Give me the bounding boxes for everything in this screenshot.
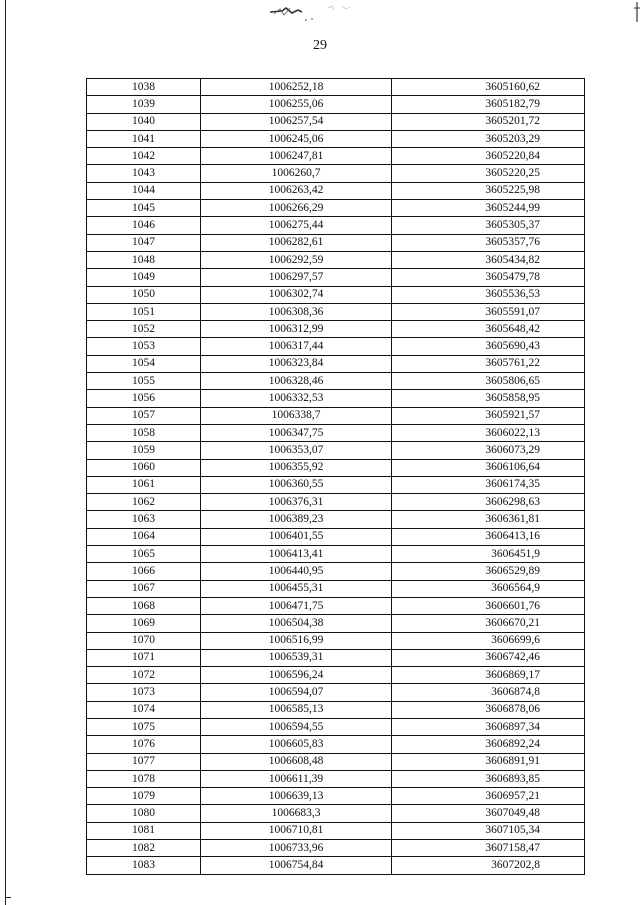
y-coordinate-value: 3606957,21 (485, 789, 540, 802)
table-row (87, 528, 585, 545)
y-coordinate-cell (392, 770, 585, 787)
y-coordinate-cell (392, 632, 585, 649)
coordinates-table (86, 78, 585, 875)
x-coordinate-cell: 1006611,39 (201, 770, 392, 787)
table-row (87, 632, 585, 649)
y-coordinate-value: 3606361,81 (485, 513, 540, 526)
x-coordinate-cell: 1006471,75 (201, 597, 392, 614)
y-coordinate-value: 3606413,16 (485, 530, 540, 543)
point-number-cell: 1058 (87, 424, 201, 441)
table-row (87, 684, 585, 701)
point-number-cell: 1043 (87, 165, 201, 182)
point-number-cell: 1071 (87, 649, 201, 666)
y-coordinate-value: 3605244,99 (485, 201, 540, 214)
y-coordinate-value: 3607202,8 (491, 859, 540, 871)
x-coordinate-cell: 1006292,59 (201, 251, 392, 268)
coordinates-table-body (87, 79, 585, 875)
table-row (87, 511, 585, 528)
x-coordinate-cell: 1006594,07 (201, 684, 392, 701)
y-coordinate-value: 3606174,35 (485, 478, 540, 491)
point-number-cell: 1072 (87, 667, 201, 684)
table-row (87, 459, 585, 476)
point-number-cell: 1070 (87, 632, 201, 649)
x-coordinate-cell: 1006516,99 (201, 632, 392, 649)
point-number-cell: 1061 (87, 476, 201, 493)
y-coordinate-cell (392, 338, 585, 355)
point-number-cell: 1042 (87, 148, 201, 165)
table-row (87, 113, 585, 130)
point-number-cell: 1059 (87, 442, 201, 459)
scan-edge-left (5, 0, 6, 905)
table-row (87, 96, 585, 113)
y-coordinate-value: 3605690,43 (485, 340, 540, 353)
point-number-cell: 1081 (87, 822, 201, 839)
x-coordinate-cell: 1006710,81 (201, 822, 392, 839)
y-coordinate-cell (392, 511, 585, 528)
x-coordinate-cell: 1006255,06 (201, 96, 392, 113)
x-coordinate-cell: 1006297,57 (201, 269, 392, 286)
y-coordinate-cell (392, 476, 585, 493)
y-coordinate-cell (392, 321, 585, 338)
y-coordinate-cell (392, 840, 585, 857)
y-coordinate-cell (392, 182, 585, 199)
table-row (87, 442, 585, 459)
table-row (87, 857, 585, 874)
point-number-cell: 1068 (87, 597, 201, 614)
x-coordinate-cell: 1006594,55 (201, 718, 392, 735)
y-coordinate-cell (392, 718, 585, 735)
y-coordinate-value: 3606891,91 (485, 755, 540, 768)
table-row (87, 494, 585, 511)
table-row (87, 667, 585, 684)
x-coordinate-cell: 1006355,92 (201, 459, 392, 476)
point-number-cell: 1047 (87, 234, 201, 251)
y-coordinate-value: 3607105,34 (485, 824, 540, 837)
y-coordinate-value: 3606869,17 (485, 668, 540, 681)
x-coordinate-cell: 1006347,75 (201, 424, 392, 441)
point-number-cell: 1077 (87, 753, 201, 770)
y-coordinate-value: 3605858,95 (485, 391, 540, 404)
point-number-cell: 1045 (87, 200, 201, 217)
y-coordinate-cell (392, 286, 585, 303)
y-coordinate-value: 3606742,46 (485, 651, 540, 664)
x-coordinate-cell: 1006608,48 (201, 753, 392, 770)
y-coordinate-value: 3605305,37 (485, 219, 540, 232)
scan-edge-bottom (5, 897, 11, 898)
table-row (87, 597, 585, 614)
x-coordinate-cell: 1006247,81 (201, 148, 392, 165)
y-coordinate-value: 3605434,82 (485, 253, 540, 266)
table-row (87, 321, 585, 338)
table-row (87, 234, 585, 251)
y-coordinate-value: 3605203,29 (485, 132, 540, 145)
point-number-cell: 1083 (87, 857, 201, 874)
y-coordinate-cell (392, 597, 585, 614)
table-row (87, 546, 585, 563)
y-coordinate-value: 3606298,63 (485, 495, 540, 508)
point-number-cell: 1063 (87, 511, 201, 528)
x-coordinate-cell: 1006266,29 (201, 200, 392, 217)
table-row (87, 373, 585, 390)
x-coordinate-cell: 1006260,7 (201, 165, 392, 182)
y-coordinate-cell (392, 79, 585, 96)
point-number-cell: 1038 (87, 79, 201, 96)
table-row (87, 805, 585, 822)
x-coordinate-cell: 1006605,83 (201, 736, 392, 753)
x-coordinate-cell: 1006252,18 (201, 79, 392, 96)
table-row (87, 182, 585, 199)
page-number: 29 (313, 38, 327, 53)
table-row (87, 217, 585, 234)
table-row (87, 649, 585, 666)
table-row (87, 788, 585, 805)
table-row (87, 390, 585, 407)
table-row (87, 148, 585, 165)
y-coordinate-value: 3605591,07 (485, 305, 540, 318)
y-coordinate-value: 3605160,62 (485, 80, 540, 93)
y-coordinate-cell (392, 424, 585, 441)
point-number-cell: 1069 (87, 615, 201, 632)
y-coordinate-cell (392, 96, 585, 113)
y-coordinate-cell (392, 563, 585, 580)
y-coordinate-cell (392, 373, 585, 390)
y-coordinate-value: 3605806,65 (485, 374, 540, 387)
y-coordinate-value: 3606878,06 (485, 703, 540, 716)
x-coordinate-cell: 1006312,99 (201, 321, 392, 338)
table-row (87, 615, 585, 632)
y-coordinate-cell (392, 857, 585, 874)
point-number-cell: 1056 (87, 390, 201, 407)
x-coordinate-cell: 1006353,07 (201, 442, 392, 459)
y-coordinate-value: 3606670,21 (485, 616, 540, 629)
y-coordinate-value: 3605225,98 (485, 184, 540, 197)
table-row (87, 770, 585, 787)
y-coordinate-value: 3606897,34 (485, 720, 540, 733)
y-coordinate-value: 3606106,64 (485, 461, 540, 474)
point-number-cell: 1079 (87, 788, 201, 805)
y-coordinate-cell (392, 234, 585, 251)
table-row (87, 407, 585, 424)
y-coordinate-value: 3607049,48 (485, 807, 540, 820)
y-coordinate-value: 3605357,76 (485, 236, 540, 249)
y-coordinate-value: 3606073,29 (485, 443, 540, 456)
point-number-cell: 1074 (87, 701, 201, 718)
y-coordinate-cell (392, 130, 585, 147)
x-coordinate-cell: 1006401,55 (201, 528, 392, 545)
point-number-cell: 1064 (87, 528, 201, 545)
point-number-cell: 1051 (87, 303, 201, 320)
point-number-cell: 1041 (87, 130, 201, 147)
y-coordinate-value: 3605220,84 (485, 149, 540, 162)
y-coordinate-cell (392, 736, 585, 753)
table-row (87, 200, 585, 217)
y-coordinate-cell (392, 753, 585, 770)
x-coordinate-cell: 1006302,74 (201, 286, 392, 303)
point-number-cell: 1054 (87, 355, 201, 372)
table-row (87, 563, 585, 580)
edge-mark (634, 0, 640, 26)
y-coordinate-cell (392, 684, 585, 701)
stamp-smudge (268, 2, 358, 22)
y-coordinate-cell (392, 528, 585, 545)
y-coordinate-cell (392, 303, 585, 320)
y-coordinate-cell (392, 580, 585, 597)
y-coordinate-cell (392, 546, 585, 563)
y-coordinate-cell (392, 788, 585, 805)
point-number-cell: 1044 (87, 182, 201, 199)
point-number-cell: 1080 (87, 805, 201, 822)
y-coordinate-value: 3606022,13 (485, 426, 540, 439)
point-number-cell: 1073 (87, 684, 201, 701)
y-coordinate-value: 3606451,9 (491, 547, 540, 560)
x-coordinate-cell: 1006389,23 (201, 511, 392, 528)
point-number-cell: 1066 (87, 563, 201, 580)
y-coordinate-value: 3605648,42 (485, 322, 540, 335)
y-coordinate-value: 3607158,47 (485, 841, 540, 854)
point-number-cell: 1060 (87, 459, 201, 476)
table-row (87, 822, 585, 839)
point-number-cell: 1050 (87, 286, 201, 303)
table-row (87, 840, 585, 857)
table-row (87, 286, 585, 303)
y-coordinate-cell (392, 442, 585, 459)
point-number-cell: 1046 (87, 217, 201, 234)
y-coordinate-cell (392, 701, 585, 718)
point-number-cell: 1055 (87, 373, 201, 390)
table-row (87, 355, 585, 372)
x-coordinate-cell: 1006539,31 (201, 649, 392, 666)
x-coordinate-cell: 1006317,44 (201, 338, 392, 355)
y-coordinate-cell (392, 355, 585, 372)
table-row (87, 165, 585, 182)
y-coordinate-value: 3606601,76 (485, 599, 540, 612)
x-coordinate-cell: 1006733,96 (201, 840, 392, 857)
x-coordinate-cell: 1006754,84 (201, 857, 392, 874)
y-coordinate-cell (392, 459, 585, 476)
x-coordinate-cell: 1006639,13 (201, 788, 392, 805)
point-number-cell: 1062 (87, 494, 201, 511)
y-coordinate-cell (392, 390, 585, 407)
y-coordinate-cell (392, 805, 585, 822)
table-row (87, 251, 585, 268)
y-coordinate-cell (392, 822, 585, 839)
y-coordinate-cell (392, 200, 585, 217)
point-number-cell: 1076 (87, 736, 201, 753)
point-number-cell: 1040 (87, 113, 201, 130)
table-row (87, 269, 585, 286)
y-coordinate-value: 3606893,85 (485, 772, 540, 785)
point-number-cell: 1065 (87, 546, 201, 563)
table-row (87, 580, 585, 597)
y-coordinate-cell (392, 615, 585, 632)
point-number-cell: 1039 (87, 96, 201, 113)
y-coordinate-cell (392, 251, 585, 268)
y-coordinate-value: 3605921,57 (485, 409, 540, 422)
x-coordinate-cell: 1006455,31 (201, 580, 392, 597)
table-row (87, 79, 585, 96)
x-coordinate-cell: 1006413,41 (201, 546, 392, 563)
y-coordinate-value: 3606529,89 (485, 564, 540, 577)
x-coordinate-cell: 1006376,31 (201, 494, 392, 511)
point-number-cell: 1078 (87, 770, 201, 787)
y-coordinate-cell (392, 407, 585, 424)
x-coordinate-cell: 1006323,84 (201, 355, 392, 372)
x-coordinate-cell: 1006332,53 (201, 390, 392, 407)
y-coordinate-value: 3605182,79 (485, 97, 540, 110)
y-coordinate-value: 3606892,24 (485, 737, 540, 750)
table-row (87, 303, 585, 320)
y-coordinate-value: 3605536,53 (485, 288, 540, 301)
x-coordinate-cell: 1006440,95 (201, 563, 392, 580)
table-row (87, 130, 585, 147)
point-number-cell: 1057 (87, 407, 201, 424)
x-coordinate-cell: 1006245,06 (201, 130, 392, 147)
x-coordinate-cell: 1006328,46 (201, 373, 392, 390)
point-number-cell: 1067 (87, 580, 201, 597)
table-row (87, 424, 585, 441)
point-number-cell: 1048 (87, 251, 201, 268)
x-coordinate-cell: 1006275,44 (201, 217, 392, 234)
x-coordinate-cell: 1006596,24 (201, 667, 392, 684)
x-coordinate-cell: 1006504,38 (201, 615, 392, 632)
x-coordinate-cell: 1006683,3 (201, 805, 392, 822)
y-coordinate-cell (392, 113, 585, 130)
x-coordinate-cell: 1006257,54 (201, 113, 392, 130)
y-coordinate-cell (392, 649, 585, 666)
x-coordinate-cell: 1006308,36 (201, 303, 392, 320)
table-row (87, 736, 585, 753)
x-coordinate-cell: 1006585,13 (201, 701, 392, 718)
x-coordinate-cell: 1006282,61 (201, 234, 392, 251)
point-number-cell: 1053 (87, 338, 201, 355)
point-number-cell: 1052 (87, 321, 201, 338)
point-number-cell: 1075 (87, 718, 201, 735)
y-coordinate-value: 3605761,22 (485, 357, 540, 370)
y-coordinate-cell (392, 269, 585, 286)
y-coordinate-cell (392, 148, 585, 165)
y-coordinate-value: 3606874,8 (491, 686, 540, 699)
x-coordinate-cell: 1006338,7 (201, 407, 392, 424)
y-coordinate-cell (392, 217, 585, 234)
y-coordinate-value: 3606699,6 (491, 634, 540, 647)
table-row (87, 701, 585, 718)
y-coordinate-value: 3606564,9 (491, 582, 540, 595)
table-row (87, 753, 585, 770)
y-coordinate-value: 3605201,72 (485, 115, 540, 128)
point-number-cell: 1082 (87, 840, 201, 857)
y-coordinate-cell (392, 165, 585, 182)
x-coordinate-cell: 1006263,42 (201, 182, 392, 199)
table-row (87, 338, 585, 355)
point-number-cell: 1049 (87, 269, 201, 286)
x-coordinate-cell: 1006360,55 (201, 476, 392, 493)
y-coordinate-cell (392, 494, 585, 511)
table-row (87, 718, 585, 735)
y-coordinate-cell (392, 667, 585, 684)
y-coordinate-value: 3605479,78 (485, 270, 540, 283)
table-row (87, 476, 585, 493)
y-coordinate-value: 3605220,25 (485, 167, 540, 180)
